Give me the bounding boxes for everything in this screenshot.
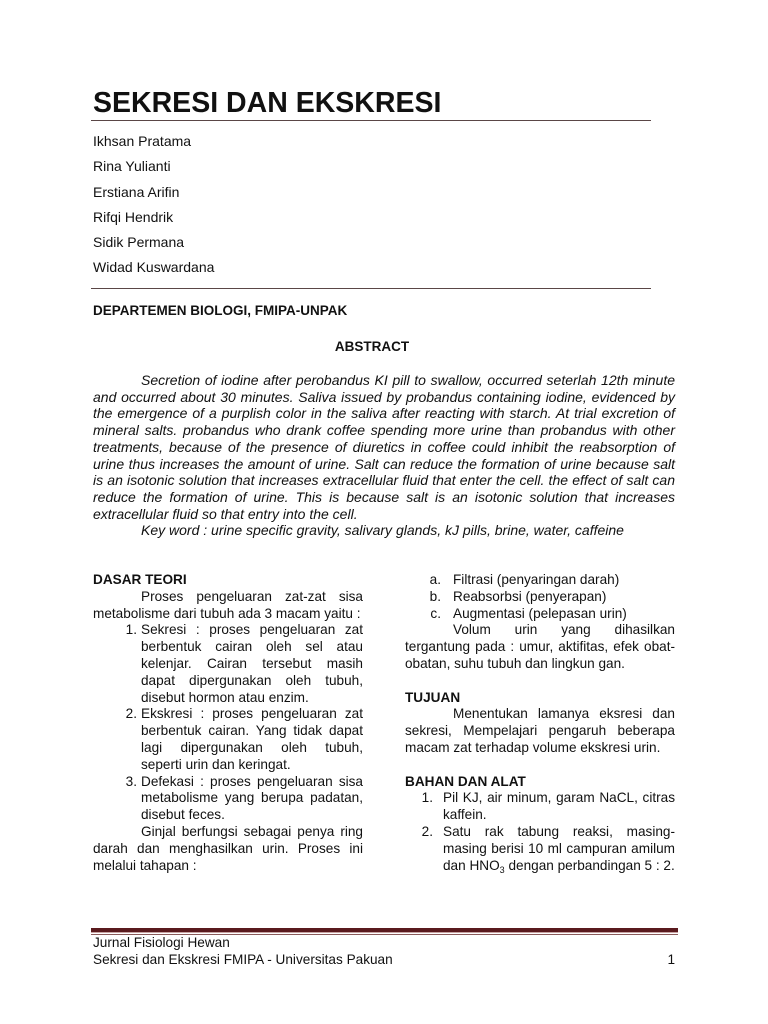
list-item [405,790,675,824]
left-column [93,572,363,874]
author: Rifqi Hendrik [93,208,174,225]
stage-list [405,572,675,622]
abstract-text: Secretion of iodine after perobandus KI pill to swallow, occurred seterlah 12th minute and occurred about 30 minutes. Saliva issued by probandus containing iodine, evidenced by the emergence of a purplish color in the saliva after reacting with starch. At trial excretion of mineral salts. probandus who drank coffee spending more urine than probandus with other treatments, because of the presence of diuretics in coffee could inhibit the reabsorption of urine thus increases the amount of urine. Salt can reduce the formation of urine because salt is an isotonic solution that increases extracellular fluid that enter the cell. the effect of salt can reduce the formation of urine. This is because salt is an isotonic solution that increases extracellular fluid so that entry into the cell. [93,372,675,522]
paper-title: SEKRESI DAN EKSKRESI [93,87,442,119]
list-text: Augmentasi (pelepasan urin) [453,605,627,621]
list-text: Ekskresi : proses pengeluaran zat berbentuk cairan. Yang tidak dapat lagi dipergunakan oleh tubuh, seperti urin dan keringat. [141,706,363,772]
list-letter: c. [430,605,441,621]
page-number: 1 [667,951,675,967]
list-item [93,774,363,824]
authors-divider [91,288,651,289]
footer-divider [91,928,678,933]
list-letter: a. [429,572,441,587]
abstract-body [93,372,675,539]
list-item [93,706,363,773]
list-number: 1. [125,622,137,638]
author-list [93,131,214,283]
author: Widad Kuswardana [93,259,215,276]
list-text: Satu rak tabung reaksi, masing-masing berisi 10 ml campuran amilum dan HNO [443,823,675,873]
list-item [405,606,675,623]
title-divider [91,120,651,121]
list-text: Filtrasi (penyaringan darah) [453,572,620,587]
author: Rina Yulianti [93,158,171,175]
list-text: Defekasi : proses pengeluaran sisa metabolisme yang berupa padatan, disebut feces. [141,773,363,823]
subscript: 3 [499,864,505,875]
paragraph: Volum urin yang dihasilkan tergantung pada : umur, aktifitas, efek obat-obatan, suhu tubuh dan lingkun gan. [405,622,675,671]
list-letter: b. [429,588,441,604]
materials-list [405,790,675,874]
list-text: dengan perbandingan 5 : 2. [504,857,675,873]
list-text: Reabsorbsi (penyerapan) [453,588,607,604]
section-heading-dasar-teori: DASAR TEORI [93,572,187,587]
paragraph: Proses pengeluaran zat-zat sisa metabolisme dari tubuh ada 3 macam yaitu : [93,588,363,621]
author: Erstiana Arifin [93,183,180,200]
department: DEPARTEMEN BIOLOGI, FMIPA-UNPAK [93,303,348,318]
list-text: Pil KJ, air minum, garam NaCL, citras kaffein. [443,790,675,823]
author: Ikhsan Pratama [93,133,192,149]
process-list [93,622,363,824]
list-text: Sekresi : proses pengeluaran zat berbentuk cairan oleh sel atau kelenjar. Cairan tersebut masih dapat dipergunakan oleh tubuh, disebut hormon atau enzim. [141,622,363,705]
abstract-heading: ABSTRACT [334,339,410,354]
section-heading-tujuan: TUJUAN [405,689,461,705]
journal-name: Jurnal Fisiologi Hewan [93,935,230,950]
page-footer [93,935,675,968]
paragraph: Ginjal berfungsi sebagai penya ring darah dan menghasilkan urin. Proses ini melalui tahapan : [93,823,363,873]
section-heading-bahan-dan-alat: BAHAN DAN ALAT [405,773,526,789]
list-number: 2. [421,823,433,839]
list-number: 1. [421,790,433,806]
list-item [405,572,675,589]
right-column [405,572,675,874]
list-item [93,622,363,706]
paragraph: Menentukan lamanya eksresi dan sekresi, Mempelajari pengaruh beberapa macam zat terhadap volume ekskresi urin. [405,706,675,755]
footer-subtitle: Sekresi dan Ekskresi FMIPA - Universitas Pakuan [93,951,393,967]
list-item [405,589,675,606]
list-number: 3. [125,773,137,789]
list-item [405,824,675,874]
abstract-keywords: Key word : urine specific gravity, salivary glands, kJ pills, brine, water, caffeine [141,522,624,539]
list-number: 2. [125,706,137,722]
author: Sidik Permana [93,234,185,251]
